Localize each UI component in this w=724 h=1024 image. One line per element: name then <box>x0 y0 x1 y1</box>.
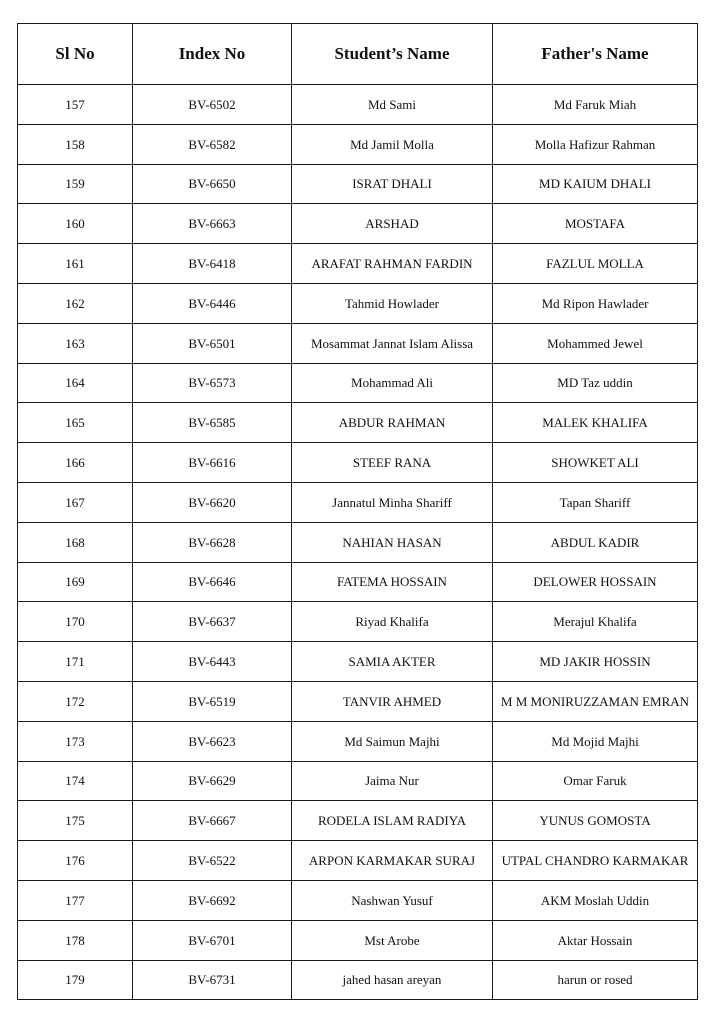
cell-index-no: BV-6628 <box>133 522 292 562</box>
cell-sl-no: 173 <box>18 721 133 761</box>
cell-father-name: M M MONIRUZZAMAN EMRAN <box>493 681 698 721</box>
table-row <box>18 124 698 164</box>
cell-student-name: ARAFAT RAHMAN FARDIN <box>292 244 493 284</box>
cell-sl-no: 170 <box>18 602 133 642</box>
cell-index-no: BV-6667 <box>133 801 292 841</box>
table-row <box>18 761 698 801</box>
cell-father-name: Merajul Khalifa <box>493 602 698 642</box>
cell-father-name: DELOWER HOSSAIN <box>493 562 698 602</box>
cell-sl-no: 167 <box>18 482 133 522</box>
table-row <box>18 363 698 403</box>
cell-student-name: Jannatul Minha Shariff <box>292 482 493 522</box>
header-father-name: Father's Name <box>493 24 698 85</box>
cell-father-name: Omar Faruk <box>493 761 698 801</box>
header-student-name: Student’s Name <box>292 24 493 85</box>
cell-student-name: STEEF RANA <box>292 443 493 483</box>
table-row <box>18 880 698 920</box>
cell-student-name: FATEMA HOSSAIN <box>292 562 493 602</box>
cell-father-name: MD KAIUM DHALI <box>493 164 698 204</box>
table-row <box>18 244 698 284</box>
cell-index-no: BV-6443 <box>133 642 292 682</box>
document-page <box>17 23 697 1000</box>
cell-student-name: ISRAT DHALI <box>292 164 493 204</box>
cell-sl-no: 172 <box>18 681 133 721</box>
table-row <box>18 164 698 204</box>
cell-index-no: BV-6623 <box>133 721 292 761</box>
cell-student-name: Mosammat Jannat Islam Alissa <box>292 323 493 363</box>
cell-index-no: BV-6418 <box>133 244 292 284</box>
table-row <box>18 522 698 562</box>
cell-sl-no: 168 <box>18 522 133 562</box>
cell-student-name: Md Saimun Majhi <box>292 721 493 761</box>
table-row <box>18 721 698 761</box>
cell-father-name: AKM Moslah Uddin <box>493 880 698 920</box>
table-row <box>18 323 698 363</box>
cell-index-no: BV-6637 <box>133 602 292 642</box>
table-row <box>18 681 698 721</box>
cell-sl-no: 165 <box>18 403 133 443</box>
cell-sl-no: 158 <box>18 124 133 164</box>
cell-father-name: MOSTAFA <box>493 204 698 244</box>
cell-index-no: BV-6582 <box>133 124 292 164</box>
table-row <box>18 841 698 881</box>
cell-father-name: Tapan Shariff <box>493 482 698 522</box>
cell-sl-no: 176 <box>18 841 133 881</box>
cell-index-no: BV-6616 <box>133 443 292 483</box>
cell-sl-no: 166 <box>18 443 133 483</box>
cell-sl-no: 164 <box>18 363 133 403</box>
table-row <box>18 482 698 522</box>
cell-index-no: BV-6446 <box>133 283 292 323</box>
cell-sl-no: 162 <box>18 283 133 323</box>
table-row <box>18 443 698 483</box>
table-row <box>18 204 698 244</box>
cell-father-name: MD JAKIR HOSSIN <box>493 642 698 682</box>
cell-index-no: BV-6663 <box>133 204 292 244</box>
cell-student-name: Tahmid Howlader <box>292 283 493 323</box>
cell-sl-no: 169 <box>18 562 133 602</box>
cell-index-no: BV-6629 <box>133 761 292 801</box>
cell-student-name: Jaima Nur <box>292 761 493 801</box>
cell-student-name: Mohammad Ali <box>292 363 493 403</box>
cell-father-name: FAZLUL MOLLA <box>493 244 698 284</box>
cell-father-name: Aktar Hossain <box>493 920 698 960</box>
table-row <box>18 801 698 841</box>
cell-father-name: Mohammed Jewel <box>493 323 698 363</box>
table-row <box>18 85 698 125</box>
cell-index-no: BV-6620 <box>133 482 292 522</box>
cell-sl-no: 160 <box>18 204 133 244</box>
cell-student-name: SAMIA AKTER <box>292 642 493 682</box>
cell-student-name: Md Sami <box>292 85 493 125</box>
cell-sl-no: 178 <box>18 920 133 960</box>
cell-student-name: ARPON KARMAKAR SURAJ <box>292 841 493 881</box>
table-row <box>18 403 698 443</box>
cell-sl-no: 171 <box>18 642 133 682</box>
cell-student-name: ABDUR RAHMAN <box>292 403 493 443</box>
table-row <box>18 642 698 682</box>
cell-sl-no: 177 <box>18 880 133 920</box>
table-row <box>18 562 698 602</box>
header-sl-no: Sl No <box>18 24 133 85</box>
cell-index-no: BV-6646 <box>133 562 292 602</box>
cell-student-name: Md Jamil Molla <box>292 124 493 164</box>
cell-father-name: MD Taz uddin <box>493 363 698 403</box>
cell-index-no: BV-6650 <box>133 164 292 204</box>
table-row <box>18 602 698 642</box>
cell-student-name: Mst Arobe <box>292 920 493 960</box>
cell-father-name: UTPAL CHANDRO KARMAKAR <box>493 841 698 881</box>
cell-index-no: BV-6692 <box>133 880 292 920</box>
header-index-no: Index No <box>133 24 292 85</box>
cell-student-name: RODELA ISLAM RADIYA <box>292 801 493 841</box>
cell-father-name: Md Faruk Miah <box>493 85 698 125</box>
cell-index-no: BV-6501 <box>133 323 292 363</box>
cell-index-no: BV-6502 <box>133 85 292 125</box>
table-header <box>18 24 698 85</box>
cell-sl-no: 174 <box>18 761 133 801</box>
cell-student-name: Riyad Khalifa <box>292 602 493 642</box>
table-row <box>18 960 698 1000</box>
cell-sl-no: 163 <box>18 323 133 363</box>
cell-sl-no: 175 <box>18 801 133 841</box>
cell-father-name: Molla Hafizur Rahman <box>493 124 698 164</box>
cell-index-no: BV-6701 <box>133 920 292 960</box>
cell-student-name: NAHIAN HASAN <box>292 522 493 562</box>
cell-student-name: jahed hasan areyan <box>292 960 493 1000</box>
header-row <box>18 24 698 85</box>
cell-sl-no: 161 <box>18 244 133 284</box>
cell-father-name: harun or rosed <box>493 960 698 1000</box>
cell-student-name: Nashwan Yusuf <box>292 880 493 920</box>
cell-index-no: BV-6585 <box>133 403 292 443</box>
cell-father-name: ABDUL KADIR <box>493 522 698 562</box>
table-row <box>18 920 698 960</box>
cell-index-no: BV-6522 <box>133 841 292 881</box>
cell-index-no: BV-6731 <box>133 960 292 1000</box>
cell-index-no: BV-6519 <box>133 681 292 721</box>
cell-student-name: TANVIR AHMED <box>292 681 493 721</box>
cell-sl-no: 179 <box>18 960 133 1000</box>
student-roster-table <box>17 23 698 1000</box>
cell-father-name: Md Ripon Hawlader <box>493 283 698 323</box>
cell-father-name: YUNUS GOMOSTA <box>493 801 698 841</box>
cell-sl-no: 157 <box>18 85 133 125</box>
table-row <box>18 283 698 323</box>
cell-father-name: Md Mojid Majhi <box>493 721 698 761</box>
cell-father-name: SHOWKET ALI <box>493 443 698 483</box>
cell-sl-no: 159 <box>18 164 133 204</box>
cell-student-name: ARSHAD <box>292 204 493 244</box>
cell-index-no: BV-6573 <box>133 363 292 403</box>
table-body <box>18 85 698 1000</box>
cell-father-name: MALEK KHALIFA <box>493 403 698 443</box>
